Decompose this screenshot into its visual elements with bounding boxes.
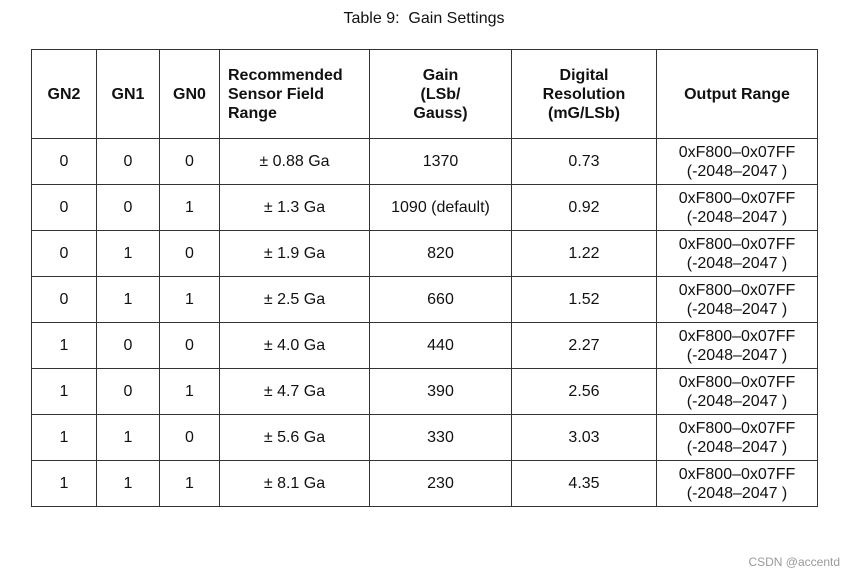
cell-digital-resolution: 1.22 [512,231,657,277]
cell-gn0: 0 [160,323,220,369]
header-digital-resolution-line: (mG/LSb) [548,104,620,122]
gain-settings-table [31,49,818,507]
cell-output-range [657,369,818,415]
cell-gn2: 0 [32,185,97,231]
header-row [32,50,818,139]
watermark: CSDN @accentd [748,555,840,569]
header-gain-line: (LSb/ [420,85,461,103]
cell-gain: 1090 (default) [370,185,512,231]
cell-gn2: 1 [32,369,97,415]
cell-gain: 1370 [370,139,512,185]
cell-gn1: 0 [97,139,160,185]
cell-digital-resolution: 2.27 [512,323,657,369]
cell-sensor-field-range: ± 8.1 Ga [220,461,370,507]
cell-gn2: 1 [32,461,97,507]
cell-gain: 820 [370,231,512,277]
cell-gn0: 0 [160,139,220,185]
cell-output-range [657,277,818,323]
cell-output-range [657,231,818,277]
cell-gn1: 1 [97,461,160,507]
output-range-decimal: (-2048–2047 ) [686,300,788,318]
table-row [32,185,818,231]
output-range-decimal: (-2048–2047 ) [686,484,788,502]
cell-gn2: 0 [32,231,97,277]
cell-gn2: 0 [32,277,97,323]
table-row [32,139,818,185]
cell-gain: 440 [370,323,512,369]
header-sensor-field-range [220,50,370,139]
cell-gn2: 0 [32,139,97,185]
cell-output-range [657,415,818,461]
cell-gn0: 1 [160,461,220,507]
cell-sensor-field-range: ± 4.0 Ga [220,323,370,369]
cell-gn0: 1 [160,185,220,231]
output-range-hex: 0xF800–0x07FF [678,189,796,207]
header-gain-line: Gauss) [413,104,468,122]
cell-gn0: 1 [160,369,220,415]
cell-sensor-field-range: ± 1.9 Ga [220,231,370,277]
output-range-decimal: (-2048–2047 ) [686,392,788,410]
cell-gn2: 1 [32,415,97,461]
cell-sensor-field-range: ± 1.3 Ga [220,185,370,231]
cell-digital-resolution: 0.73 [512,139,657,185]
table-row [32,231,818,277]
cell-gain: 660 [370,277,512,323]
header-sensor-field-range-line: Range [228,104,277,122]
table-row [32,323,818,369]
cell-gn1: 1 [97,415,160,461]
header-gain-line: Gain [422,66,459,84]
cell-digital-resolution: 3.03 [512,415,657,461]
header-digital-resolution [512,50,657,139]
cell-output-range [657,139,818,185]
cell-gn1: 0 [97,323,160,369]
table-caption: Table 9: Gain Settings [343,10,505,27]
output-range-decimal: (-2048–2047 ) [686,208,788,226]
cell-output-range [657,323,818,369]
cell-gn0: 0 [160,231,220,277]
output-range-hex: 0xF800–0x07FF [678,373,796,391]
header-gn2: GN2 [32,50,97,139]
header-gain [370,50,512,139]
header-gn0: GN0 [160,50,220,139]
cell-gn1: 1 [97,231,160,277]
header-output-range: Output Range [657,50,818,139]
table-row [32,415,818,461]
output-range-decimal: (-2048–2047 ) [686,438,788,456]
output-range-hex: 0xF800–0x07FF [678,235,796,253]
header-gn1: GN1 [97,50,160,139]
cell-sensor-field-range: ± 0.88 Ga [220,139,370,185]
table-body [32,139,818,507]
header-sensor-field-range-line: Sensor Field [228,85,325,103]
header-digital-resolution-line: Digital [559,66,609,84]
table-row [32,277,818,323]
header-sensor-field-range-line: Recommended [228,66,343,84]
cell-gn2: 1 [32,323,97,369]
table-row [32,369,818,415]
table-row [32,461,818,507]
output-range-hex: 0xF800–0x07FF [678,465,796,483]
cell-digital-resolution: 2.56 [512,369,657,415]
cell-gain: 230 [370,461,512,507]
cell-sensor-field-range: ± 2.5 Ga [220,277,370,323]
cell-gn1: 0 [97,185,160,231]
output-range-hex: 0xF800–0x07FF [678,419,796,437]
output-range-decimal: (-2048–2047 ) [686,254,788,272]
output-range-hex: 0xF800–0x07FF [678,143,796,161]
output-range-hex: 0xF800–0x07FF [678,281,796,299]
output-range-decimal: (-2048–2047 ) [686,162,788,180]
cell-digital-resolution: 0.92 [512,185,657,231]
cell-gn0: 1 [160,277,220,323]
header-digital-resolution-line: Resolution [542,85,626,103]
cell-gain: 390 [370,369,512,415]
cell-gain: 330 [370,415,512,461]
cell-sensor-field-range: ± 4.7 Ga [220,369,370,415]
cell-digital-resolution: 1.52 [512,277,657,323]
cell-output-range [657,461,818,507]
cell-digital-resolution: 4.35 [512,461,657,507]
cell-gn1: 0 [97,369,160,415]
output-range-hex: 0xF800–0x07FF [678,327,796,345]
cell-gn1: 1 [97,277,160,323]
cell-output-range [657,185,818,231]
cell-sensor-field-range: ± 5.6 Ga [220,415,370,461]
cell-gn0: 0 [160,415,220,461]
output-range-decimal: (-2048–2047 ) [686,346,788,364]
